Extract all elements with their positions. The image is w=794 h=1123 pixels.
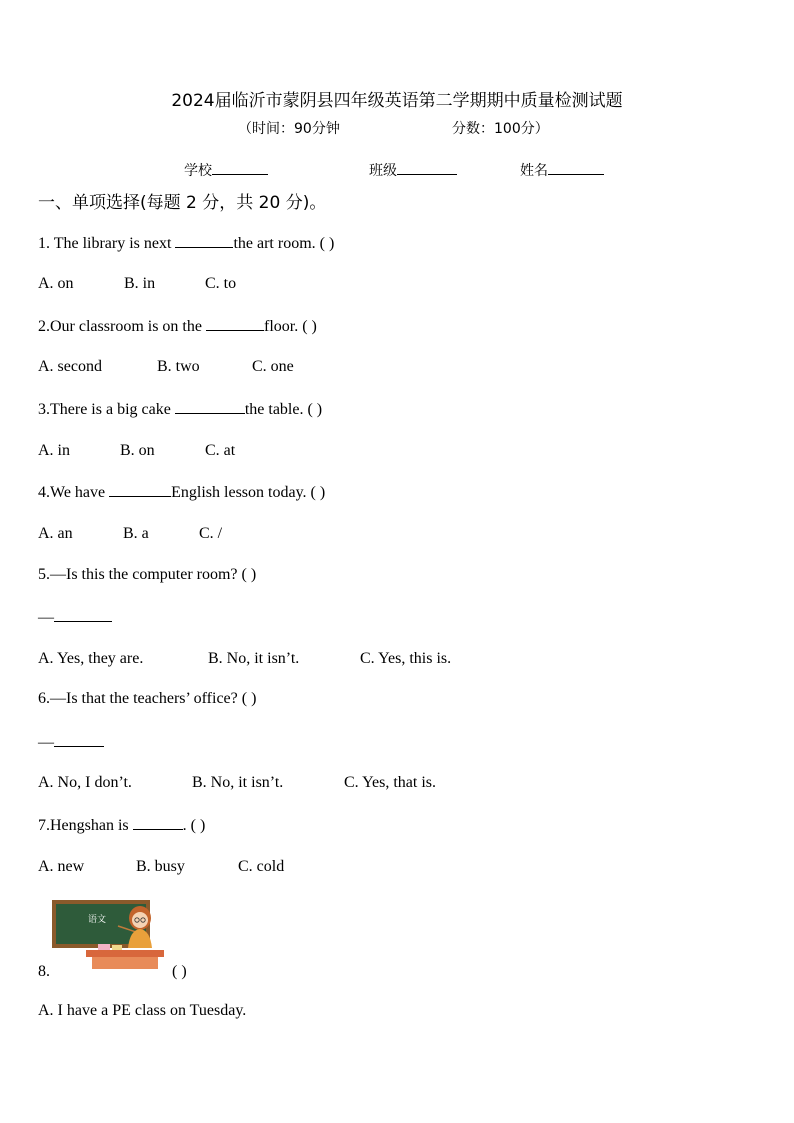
answer-blank [54,607,112,622]
reply-dash: — [38,734,54,751]
question-7 [38,815,205,835]
option-c: C. at [205,442,236,459]
page-title: 2024届临沂市蒙阴县四年级英语第二学期期中质量检测试题 [171,91,623,111]
question-5 [38,566,256,584]
option-c: C. Yes, this is. [360,650,452,667]
option-a: A. I have a PE class on Tuesday. [38,1002,247,1019]
answer-blank [133,815,183,830]
question-8-bracket: ( ) [172,963,187,980]
question-8-number: 8. [38,963,50,980]
class-field [369,160,457,180]
question-4 [38,482,325,502]
question-3 [38,399,322,419]
class-label: 班级 [369,163,397,179]
school-label: 学校 [184,163,212,179]
desk-front [92,957,158,969]
reply-dash: — [38,609,54,626]
question-5-stem: 5.—Is this the computer room? ( ) [38,566,257,583]
desk-top [86,950,164,957]
option-a: A. an [38,525,73,542]
option-a: A. in [38,442,70,459]
school-blank [212,162,268,175]
question-6-reply [38,732,104,752]
answer-blank [206,316,264,331]
answer-blank [175,399,245,414]
eraser-icon [112,945,122,950]
answer-blank [109,482,171,497]
section-heading: 一、单项选择(每题 2 分，共 20 分)。 [38,193,327,213]
option-a: A. Yes, they are. [38,650,144,667]
name-field [520,160,604,180]
question-4-stem: 4.We have [38,484,110,501]
option-c: C. one [252,358,294,375]
option-b: B. on [120,442,155,459]
school-field [184,160,268,180]
question-1-stem-end: the art room. ( ) [233,235,335,252]
option-b: B. in [124,275,156,292]
option-b: B. No, it isn’t. [208,650,300,667]
question-2-stem: 2.Our classroom is on the [38,318,206,335]
option-a: A. second [38,358,102,375]
question-3-stem: 3.There is a big cake [38,401,175,418]
question-2 [38,316,317,336]
option-a: A. new [38,858,85,875]
question-1 [38,233,334,253]
name-label: 姓名 [520,163,548,179]
teacher-face [132,912,148,928]
option-b: B. busy [136,858,185,875]
question-4-stem-end: English lesson today. ( ) [171,484,326,501]
question-5-reply [38,607,112,627]
option-b: B. No, it isn’t. [192,774,284,791]
name-blank [548,162,604,175]
question-3-stem-end: the table. ( ) [244,401,323,418]
option-a: A. No, I don’t. [38,774,132,791]
option-a: A. on [38,275,74,292]
answer-blank [175,233,233,248]
exam-time: （时间：90分钟 [238,121,340,137]
question-2-stem-end: floor. ( ) [263,318,317,335]
question-7-stem: 7.Hengshan is [38,817,133,834]
book-icon [98,944,110,950]
question-6 [38,690,256,708]
option-c: C. to [205,275,237,292]
option-c: C. / [199,525,223,542]
option-c: C. Yes, that is. [344,774,437,791]
blackboard-text: 语文 [88,915,107,925]
question-6-stem: 6.—Is that the teachers’ office? ( ) [38,690,257,707]
class-blank [397,162,457,175]
answer-blank [54,732,104,747]
option-c: C. cold [238,858,285,875]
exam-score: 分数：100分） [452,121,549,137]
question-1-stem: 1. The library is next [38,235,176,252]
option-b: B. two [157,358,200,375]
question-7-stem-end: . ( ) [182,817,206,834]
option-b: B. a [123,525,149,542]
teacher-blackboard-illustration [50,898,168,974]
